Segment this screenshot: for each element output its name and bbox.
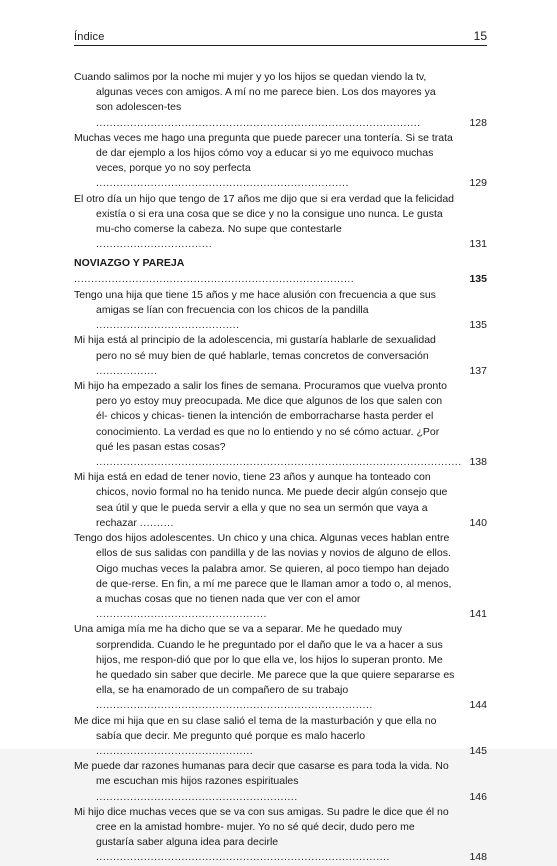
toc-entry[interactable] — [74, 131, 487, 192]
toc-entry[interactable] — [74, 622, 487, 713]
toc-page-number: 135 — [469, 272, 487, 285]
toc-entry[interactable] — [74, 714, 487, 760]
toc-page-number: 140 — [469, 516, 487, 529]
toc-entry-text: Cuando salimos por la noche mi mujer y yo los hijos se quedan viendo la tv, algunas veces con amigos. A mí no me parece bien. Los dos mayores ya son adolescen-tes — [74, 71, 436, 114]
toc-entry-text: Mi hijo dice muchas veces que se va con sus amigas. Su padre le dice que él no cree en la amistad hombre- mujer. Yo no sé qué decir, dudo pero me gustaría saber alguna idea para decirle — [74, 805, 449, 849]
toc-page-number: 148 — [469, 851, 487, 864]
toc-page-number: 129 — [469, 177, 487, 190]
toc-entry-text: Muchas veces me hago una pregunta que puede parecer una tontería. Si se trata de dar ejemplo a los hijos cómo voy a educar si yo me equivoco muchas veces, porque yo no soy perfecta — [74, 131, 453, 175]
toc-section-heading[interactable] — [74, 256, 487, 286]
toc-entry[interactable] — [74, 759, 487, 805]
toc-entry-text: Mi hija está al principio de la adolescencia, mi gustaría hablarle de sexualidad pero no sé muy bien de qué hablarle, temas concretos de conversación — [74, 334, 436, 362]
toc-entry[interactable] — [74, 805, 487, 866]
toc-page-number: 138 — [469, 456, 487, 469]
toc-entry[interactable] — [74, 379, 487, 470]
toc-entry-text: Me puede dar razones humanas para decir que casarse es para toda la vida. No me escuchan mis hijos razones espirituales — [74, 760, 449, 788]
toc-page-number: 131 — [469, 238, 487, 251]
toc-leader-dots: .......................................................................... — [96, 177, 349, 190]
toc-page-number: 137 — [469, 364, 487, 377]
toc-page-number: 135 — [469, 319, 487, 332]
toc-page-number: 145 — [469, 744, 487, 757]
running-head-title: Índice — [74, 31, 105, 43]
toc-entry-text: NOVIAZGO Y PAREJA — [74, 257, 184, 270]
toc-leader-dots: .......................................... — [96, 319, 240, 332]
toc-entry[interactable] — [74, 192, 487, 253]
toc-entry[interactable] — [74, 470, 487, 531]
toc-page-number: 141 — [469, 608, 487, 621]
toc-entry[interactable] — [74, 531, 487, 622]
running-head — [74, 30, 487, 46]
toc-leader-dots: ............................................................................................... — [96, 116, 421, 129]
toc-entry-text: Mi hija está en edad de tener novio, tiene 23 años y aunque ha tonteado con chicos, novio formal no ha tenido nunca. Me puede decir algún consejo que sea útil y que le pueda servir a ella y que no sea un sermón que vaya a rechazar — [74, 471, 448, 529]
toc-entry-text: Tengo dos hijos adolescentes. Un chico y una chica. Algunas veces hablan entre ellos de sus salidas con pandilla y de las novias y novios de alguno de ellos. Oigo muchas veces la palabra amor. Se quieren, al poco tiempo han dejado de que-rerse. En fin, a mí me parece que le llaman amor a todo o, al menos, a muchas cosas que no tienen nada que ver con el amor — [74, 532, 452, 605]
toc-leader-dots: .................................................. — [96, 608, 267, 621]
toc-entry[interactable] — [74, 70, 487, 131]
toc-leader-dots: ...................................................................................... — [96, 851, 390, 864]
toc-leader-dots: ................................................................................. — [96, 699, 373, 712]
running-head-page-number: 15 — [473, 29, 487, 43]
toc-entry-text: Me dice mi hija que en su clase salió el tema de la masturbación y que ella no sabía que decir. Me pregunto qué porque es malo hacerlo — [74, 714, 437, 742]
table-of-contents — [74, 70, 487, 866]
toc-leader-dots: ........................................................... — [96, 790, 298, 803]
toc-leader-dots: .................................................................................. — [74, 272, 355, 285]
toc-leader-dots: .......... — [139, 516, 174, 529]
toc-leader-dots: .............................................. — [96, 744, 254, 757]
toc-entry-text: Una amiga mía me ha dicho que se va a separar. Me he quedado muy sorprendida. Cuando le he preguntado por el daño que le va a hacer a sus hijos, me respon-dió que por lo que ella ve, los hijos lo superan pronto. Me he quedado sin saber que decirle. Me parece que la que quiere separarse es ella, se ha enamorado de un compañero de su trabajo — [74, 623, 455, 697]
toc-entry-text: Mi hijo ha empezado a salir los fines de semana. Procuramos que vuelva pronto pero yo estoy muy preocupada. Me dice que algunos de los que salen con él- chicos y chicas- tienen la intención de emborracharse hasta perder el conocimiento. La verdad es que no lo entiendo y no sé cómo actuar. ¿Por qué les pasan estas cosas? — [74, 380, 447, 453]
toc-entry-text: El otro día un hijo que tengo de 17 años me dijo que si era verdad que la felicidad existía o si era una cosa que se dice y no la consigue uno nunca. Le gusta mu-cho comerse la cabeza. No supe que contestarle — [74, 192, 455, 236]
toc-entry[interactable] — [74, 288, 487, 334]
toc-page-number: 128 — [469, 116, 487, 129]
toc-page-number: 144 — [469, 699, 487, 712]
toc-entry[interactable] — [74, 333, 487, 379]
toc-leader-dots: .................................. — [96, 238, 213, 251]
toc-leader-dots: ........................................................................................................... — [96, 456, 462, 469]
toc-page-number: 146 — [469, 790, 487, 803]
toc-entry-text: Tengo una hija que tiene 15 años y me hace alusión con frecuencia a que sus amigas se lían con frecuencia con los chicos de la pandilla — [74, 288, 436, 317]
toc-leader-dots: .................. — [96, 364, 158, 377]
